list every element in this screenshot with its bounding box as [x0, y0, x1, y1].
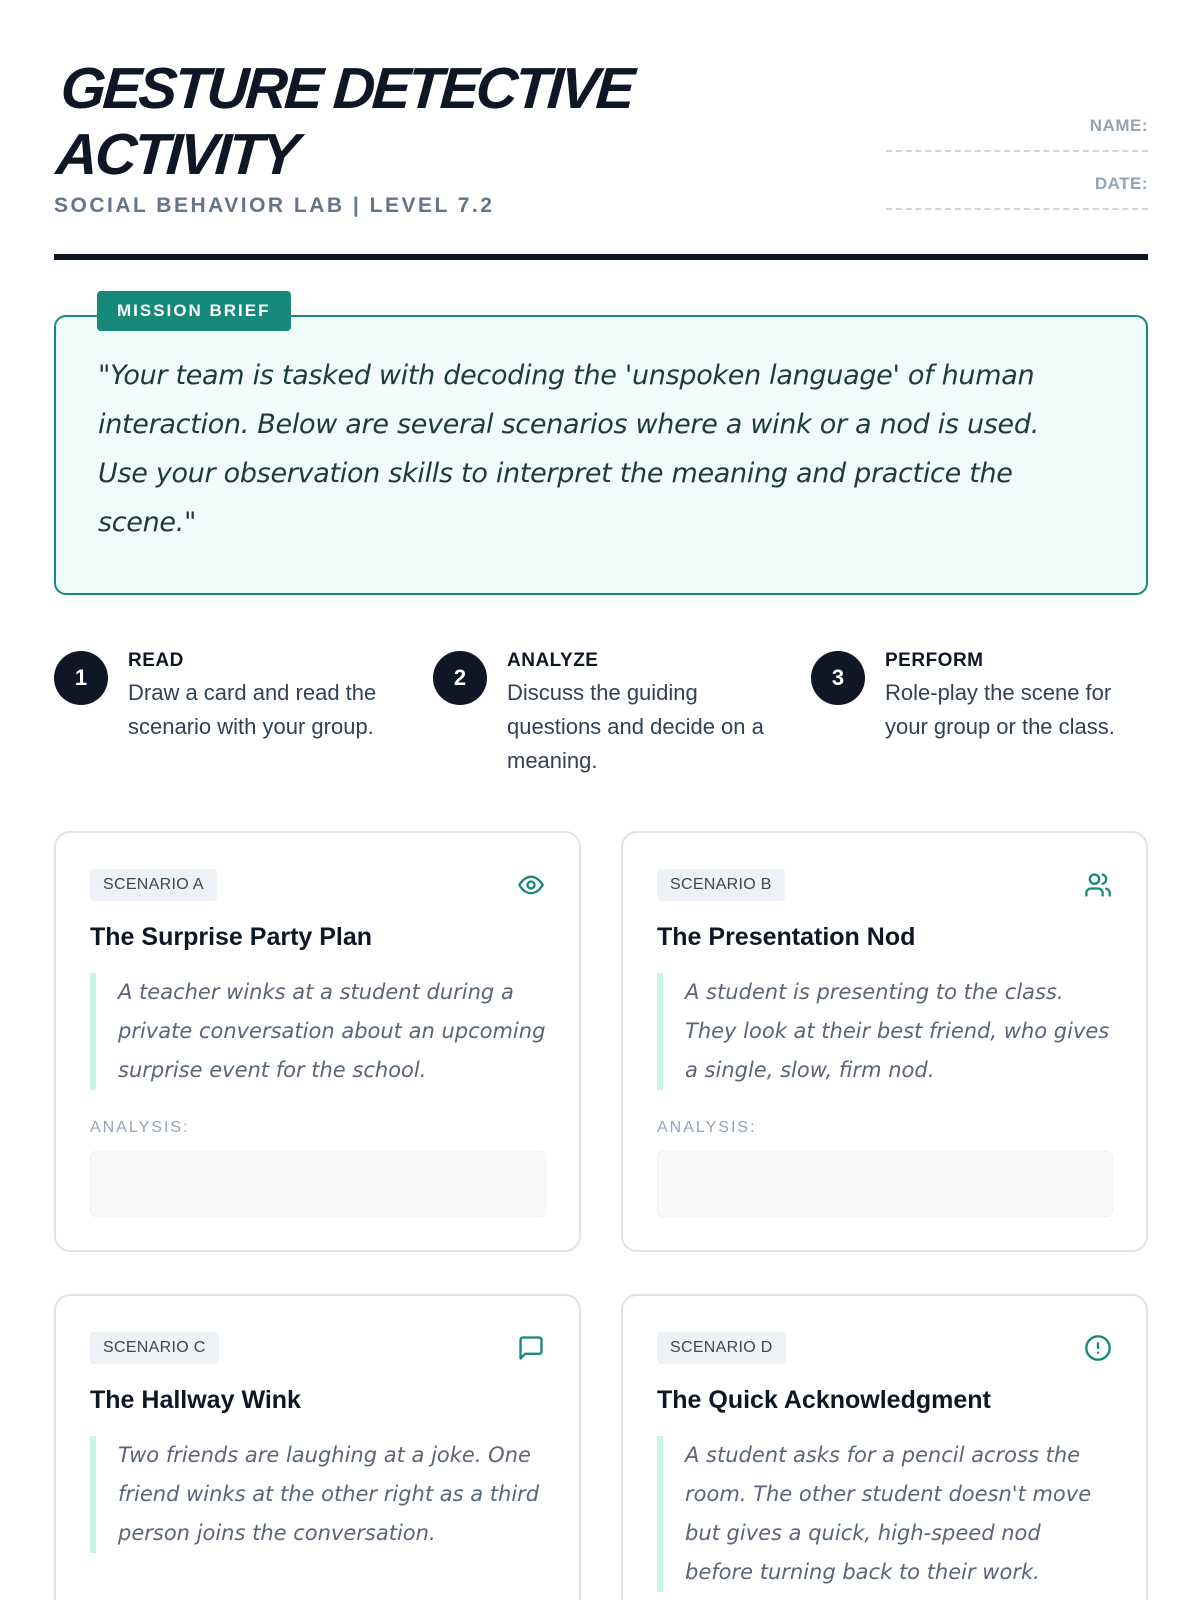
step-title: READ: [128, 650, 184, 671]
alert-circle-icon: [1084, 1334, 1112, 1362]
name-field[interactable]: [886, 136, 1148, 152]
scenario-title: The Surprise Party Plan: [90, 923, 373, 951]
scenario-card-b: [621, 831, 1148, 1252]
analysis-input[interactable]: [90, 1151, 546, 1217]
worksheet-header: [54, 56, 1148, 260]
step-number: 1: [54, 651, 108, 705]
date-field[interactable]: [886, 194, 1148, 210]
page-subtitle: SOCIAL BEHAVIOR LAB | LEVEL 7.2: [54, 194, 495, 217]
analysis-label: ANALYSIS:: [90, 1119, 190, 1136]
step-title: ANALYZE: [507, 650, 599, 671]
date-label: DATE:: [1094, 174, 1148, 193]
steps-row: [54, 646, 1148, 786]
mission-brief: [54, 315, 1148, 595]
analysis-label: ANALYSIS:: [657, 1119, 757, 1136]
step-number: 3: [811, 651, 865, 705]
name-label: NAME:: [1089, 116, 1148, 135]
mission-brief-text: "Your team is tasked with decoding the 'unspoken language' of human interaction. Below are several scenarios where a wink or a nod is used. Use your observation skills to interpret the meaning and practice the scene.": [98, 360, 1039, 538]
scenario-tag: SCENARIO B: [657, 869, 785, 901]
users-icon: [1084, 871, 1112, 899]
scenario-description: A student is presenting to the class. They look at their best friend, who gives a single, slow, firm nod.: [657, 973, 1113, 1090]
page-title: GESTURE DETECTIVE ACTIVITY: [54, 56, 635, 187]
scenario-title: The Hallway Wink: [90, 1386, 301, 1414]
scenario-description: Two friends are laughing at a joke. One friend winks at the other right as a third person joins the conversation.: [90, 1436, 546, 1553]
student-fields: [886, 116, 1148, 232]
scenario-card-a: [54, 831, 581, 1252]
scenario-card-d: [621, 1294, 1148, 1600]
header-divider: [54, 254, 1148, 260]
message-square-icon: [517, 1334, 545, 1362]
scenario-title: The Presentation Nod: [657, 923, 916, 951]
mission-brief-tag: MISSION BRIEF: [97, 291, 291, 331]
eye-icon: [517, 871, 545, 899]
step-description: Role-play the scene for your group or the class.: [885, 680, 1115, 739]
scenario-tag: SCENARIO A: [90, 869, 217, 901]
analysis-input[interactable]: [657, 1151, 1113, 1217]
scenario-card-c: [54, 1294, 581, 1600]
step-number: 2: [433, 651, 487, 705]
step-description: Discuss the guiding questions and decide on a meaning.: [507, 680, 764, 773]
scenario-tag: SCENARIO C: [90, 1332, 219, 1364]
scenario-tag: SCENARIO D: [657, 1332, 786, 1364]
step-title: PERFORM: [885, 650, 984, 671]
scenario-title: The Quick Acknowledgment: [657, 1386, 991, 1414]
step-description: Draw a card and read the scenario with your group.: [128, 680, 377, 739]
scenario-description: A teacher winks at a student during a private conversation about an upcoming surprise event for the school.: [90, 973, 546, 1090]
scenario-description: A student asks for a pencil across the room. The other student doesn't move but gives a quick, high-speed nod before turning back to their work.: [657, 1436, 1113, 1592]
